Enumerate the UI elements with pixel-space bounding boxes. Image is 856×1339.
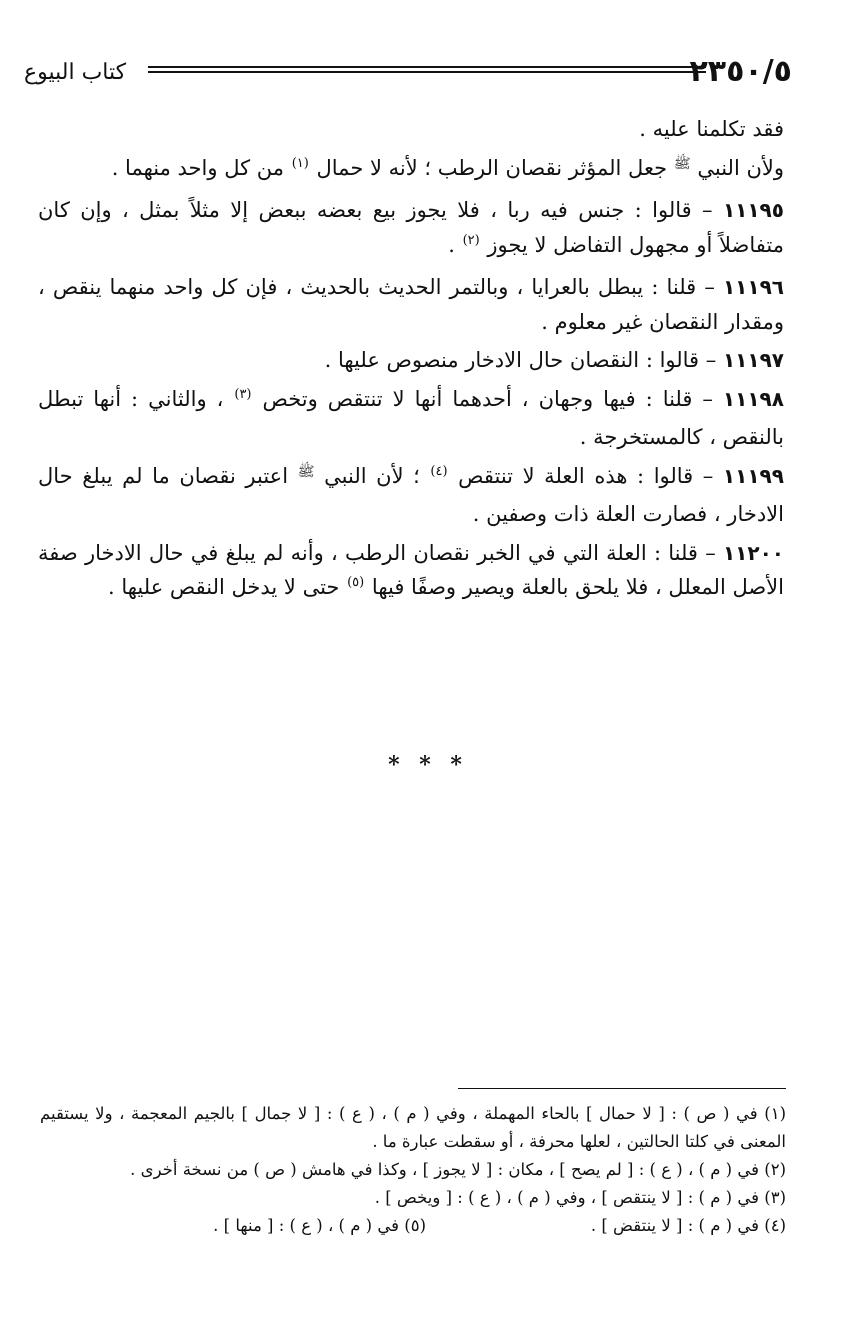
- paragraph-text: ، والثاني : أنها تبطل بالنقص ، كالمستخرجة .: [38, 386, 784, 449]
- paragraph-text: ؛ لأن النبي: [324, 463, 420, 488]
- paragraph-text: .: [448, 232, 455, 257]
- footnote-2: (٢) في ( م ) ، ( ع ) : [ لم يصح ] ، مكان : [ لا يجوز ] ، وكذا في هامش ( ص ) من نسخة أخرى .: [130, 1160, 786, 1179]
- paragraph-text: من كل واحد منهما .: [111, 155, 284, 180]
- paragraph-11197: [38, 343, 784, 378]
- paragraph-text: جعل المؤثر نقصان الرطب ؛ لأنه لا حمال: [316, 155, 668, 180]
- paragraph-text: فقد تكلمنا عليه .: [639, 117, 784, 141]
- footnote-ref[interactable]: (٢): [462, 232, 480, 248]
- main-text: [38, 112, 784, 609]
- paragraph-text: اعتبر نقصان ما لم يبلغ حال الادخار ، فصارت العلة ذات وصفين .: [38, 463, 784, 526]
- footnote-row: [40, 1212, 786, 1240]
- paragraph-11200: [38, 536, 784, 609]
- footnote-rule: [458, 1088, 786, 1089]
- footnote-1: (١) في ( ص ) : [ لا حمال ] بالحاء المهملة ، وفي ( م ) ، ( ع ) : [ لا جمال ] بالجيم المعجمة ، ولا يستقيم المعنى في كلتا الحالتين ، لعلها محرفة ، أو سقطت عبارة ما .: [40, 1104, 786, 1151]
- footnotes: [40, 1100, 786, 1240]
- footnote-5: (٥) في ( م ) ، ( ع ) : [ منها ] .: [213, 1216, 426, 1235]
- issue-number: ١١١٩٥: [722, 198, 784, 222]
- footnote-ref[interactable]: (٥): [347, 575, 365, 590]
- paragraph-text: ولأن النبي: [697, 155, 784, 180]
- footnote-3: (٣) في ( م ) : [ لا ينتقص ] ، وفي ( م ) ، ( ع ) : [ ويخص ] .: [374, 1188, 786, 1207]
- paragraph-text: – قالوا : هذه العلة لا تنتقص: [458, 463, 714, 488]
- paragraph-11196: [38, 270, 784, 339]
- issue-number: ١١١٩٨: [722, 386, 784, 411]
- page-header: [24, 52, 792, 96]
- paragraph-11199: [38, 459, 784, 532]
- footnote-ref[interactable]: (٣): [234, 386, 252, 402]
- paragraph-text: – قلنا : فيها وجهان ، أحدهما أنها لا تنتقص وتخص: [262, 386, 713, 411]
- paragraph-text: – قالوا : جنس فيه ربا ، فلا يجوز بيع بعضه ببعض إلا مثلاً بمثل ، وإن كان متفاضلاً أو مجهول التفاضل لا يجوز: [38, 198, 784, 257]
- paragraph-text: – قلنا : يبطل بالعرايا ، وبالتمر الحديث بالحديث ، فإن كل واحد منهما ينقص ، ومقدار النقصان غير معلوم .: [38, 275, 784, 334]
- header-double-rule: [148, 66, 706, 73]
- page-number: ٢٣٥٠/٥: [689, 54, 792, 89]
- issue-number: ١١١٩٩: [722, 463, 784, 488]
- paragraph-reason: [38, 151, 784, 190]
- section-separator-stars: * * *: [388, 752, 468, 778]
- paragraph-intro: [38, 112, 784, 147]
- book-title: كتاب البيوع: [24, 60, 127, 85]
- issue-number: ١١١٩٧: [722, 348, 784, 372]
- blessing-glyph: ﷺ: [673, 155, 691, 172]
- paragraph-text: – قلنا : العلة التي في الخبر نقصان الرطب ، وأنه لم يبلغ في حال الادخار صفة الأصل المعلل ، فلا يلحق بالعلة ويصير وصفًا فيها: [38, 540, 784, 599]
- issue-number: ١١١٩٦: [722, 275, 784, 299]
- footnote-ref[interactable]: (١): [291, 155, 309, 171]
- paragraph-11198: [38, 382, 784, 455]
- issue-number: ١١٢٠٠: [722, 540, 784, 565]
- paragraph-text: حتى لا يدخل النقص عليها .: [107, 575, 340, 599]
- blessing-glyph: ﷺ: [297, 463, 315, 480]
- paragraph-11195: [38, 193, 784, 266]
- footnote-4: (٤) في ( م ) : [ لا ينتقض ] .: [590, 1216, 786, 1235]
- paragraph-text: – قالوا : النقصان حال الادخار منصوص عليها .: [324, 348, 717, 372]
- footnote-ref[interactable]: (٤): [430, 463, 448, 479]
